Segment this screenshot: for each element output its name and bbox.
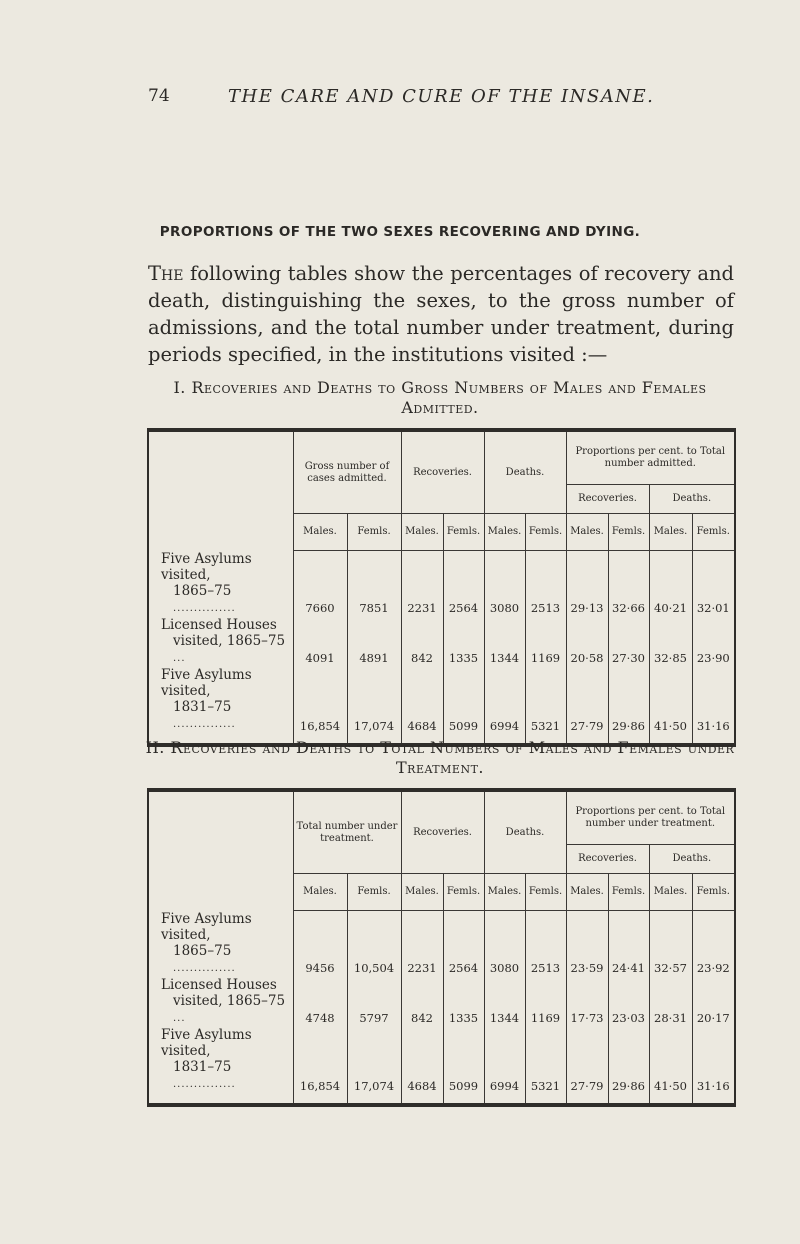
table1-col-label: Males. <box>293 514 347 551</box>
table-cell: 41·50 <box>649 1027 692 1105</box>
table-cell: 27·30 <box>608 617 649 667</box>
table1-caption: I. Recoveries and Deaths to Gross Numbers of Males and Females Admitted. <box>173 378 707 417</box>
table2-col-label: Males. <box>649 874 692 911</box>
table-cell: 17·73 <box>566 977 608 1027</box>
table-cell: 1344 <box>484 977 525 1027</box>
intro-paragraph <box>148 260 734 368</box>
table-cell: 5321 <box>525 1027 566 1105</box>
table-cell: 1335 <box>443 977 484 1027</box>
table2-col-label: Femls. <box>608 874 649 911</box>
table2-caption: II. Recoveries and Deaths to Total Numbers of Males and Females under Treatment. <box>145 738 735 777</box>
table-cell: 2513 <box>525 551 566 617</box>
table1-col-label: Males. <box>649 514 692 551</box>
table-cell: 9456 <box>293 911 347 977</box>
table2-col-label: Males. <box>293 874 347 911</box>
table-cell: 20·58 <box>566 617 608 667</box>
table1-header-prop-recoveries: Recoveries. <box>566 485 649 514</box>
table1-header-deaths: Deaths. <box>484 430 566 514</box>
table1 <box>147 428 736 747</box>
table2-col-label: Femls. <box>525 874 566 911</box>
table-cell: 1344 <box>484 617 525 667</box>
row-label: Licensed Houses visited, 1865–75 ... <box>161 976 286 1024</box>
table-cell: 2513 <box>525 911 566 977</box>
table-cell: 5797 <box>347 977 401 1027</box>
table-cell: 17,074 <box>347 667 401 745</box>
table-cell: 3080 <box>484 551 525 617</box>
table1-header-recoveries: Recoveries. <box>401 430 484 514</box>
table1-col-label: Males. <box>484 514 525 551</box>
table-cell: 5099 <box>443 1027 484 1105</box>
table-cell: 2564 <box>443 551 484 617</box>
table-cell: 29·86 <box>608 1027 649 1105</box>
table2-col-label: Femls. <box>692 874 735 911</box>
table-cell: 5321 <box>525 667 566 745</box>
table-cell: 4684 <box>401 667 443 745</box>
table2-col-label: Femls. <box>443 874 484 911</box>
table1-header-proportions: Proportions per cent. to Total number admitted. <box>566 430 735 485</box>
table2-header-recoveries: Recoveries. <box>401 790 484 874</box>
table2-col-label: Femls. <box>347 874 401 911</box>
table2-stub-header <box>148 790 293 911</box>
table2-header-deaths: Deaths. <box>484 790 566 874</box>
table-cell: 31·16 <box>692 667 735 745</box>
table-cell: 4684 <box>401 1027 443 1105</box>
table-cell: 4891 <box>347 617 401 667</box>
table-cell: 20·17 <box>692 977 735 1027</box>
table1-col-label: Femls. <box>347 514 401 551</box>
table-row <box>148 911 735 977</box>
table-cell: 41·50 <box>649 667 692 745</box>
table-cell: 842 <box>401 977 443 1027</box>
running-head <box>148 86 708 110</box>
row-label: Five Asylums visited, 1831–75 ............... <box>161 1026 252 1090</box>
table-cell: 28·31 <box>649 977 692 1027</box>
table2-col-label: Males. <box>401 874 443 911</box>
table-cell: 24·41 <box>608 911 649 977</box>
row-label: Five Asylums visited, 1831–75 ............... <box>161 666 252 730</box>
table2 <box>147 788 736 1107</box>
running-title: THE CARE AND CURE OF THE INSANE. <box>228 86 655 107</box>
table-row <box>148 1027 735 1105</box>
table1-col-label: Femls. <box>608 514 649 551</box>
table-cell: 23·59 <box>566 911 608 977</box>
table-cell: 5099 <box>443 667 484 745</box>
row-label: Licensed Houses visited, 1865–75 ... <box>161 616 286 664</box>
table-row <box>148 551 735 617</box>
table-cell: 1335 <box>443 617 484 667</box>
table1-col-label: Males. <box>566 514 608 551</box>
table-cell: 29·86 <box>608 667 649 745</box>
table-cell: 4748 <box>293 977 347 1027</box>
table-cell: 32·66 <box>608 551 649 617</box>
table-cell: 27·79 <box>566 667 608 745</box>
table-cell: 2564 <box>443 911 484 977</box>
table-cell: 16,854 <box>293 1027 347 1105</box>
section-heading: PROPORTIONS OF THE TWO SEXES RECOVERING AND DYING. <box>159 224 641 240</box>
table2-col-label: Males. <box>566 874 608 911</box>
table-cell: 40·21 <box>649 551 692 617</box>
table-cell: 10,504 <box>347 911 401 977</box>
table-cell: 1169 <box>525 977 566 1027</box>
table2-header-prop-deaths: Deaths. <box>649 845 735 874</box>
table1-stub-header <box>148 430 293 551</box>
table-cell: 2231 <box>401 911 443 977</box>
table-cell: 23·90 <box>692 617 735 667</box>
table-cell: 2231 <box>401 551 443 617</box>
table-row <box>148 667 735 745</box>
table-cell: 23·03 <box>608 977 649 1027</box>
table1-col-label: Males. <box>401 514 443 551</box>
table1-header-count: Gross number of cases admitted. <box>293 430 401 514</box>
table1-col-label: Femls. <box>525 514 566 551</box>
page-number: 74 <box>148 86 170 106</box>
table-cell: 29·13 <box>566 551 608 617</box>
table2-col-label: Males. <box>484 874 525 911</box>
table-row <box>148 977 735 1027</box>
table-cell: 1169 <box>525 617 566 667</box>
intro-first-word: The <box>148 262 184 285</box>
table-cell: 4091 <box>293 617 347 667</box>
intro-text: following tables show the percentages of recovery and death, distinguishing the sexes, to the gross number of admissions, and the total number under treatment, during periods specified, in the institutions visited :— <box>148 262 734 366</box>
table-cell: 27·79 <box>566 1027 608 1105</box>
table-cell: 6994 <box>484 667 525 745</box>
table-row <box>148 617 735 667</box>
table-cell: 16,854 <box>293 667 347 745</box>
table2-header-count: Total number under treatment. <box>293 790 401 874</box>
table-cell: 32·01 <box>692 551 735 617</box>
table-cell: 32·57 <box>649 911 692 977</box>
table-cell: 32·85 <box>649 617 692 667</box>
table-cell: 17,074 <box>347 1027 401 1105</box>
table-cell: 7660 <box>293 551 347 617</box>
table1-col-label: Femls. <box>443 514 484 551</box>
table-cell: 842 <box>401 617 443 667</box>
table2-header-prop-recoveries: Recoveries. <box>566 845 649 874</box>
row-label: Five Asylums visited, 1865–75 ............... <box>161 550 252 614</box>
table-cell: 3080 <box>484 911 525 977</box>
table-cell: 7851 <box>347 551 401 617</box>
table1-col-label: Femls. <box>692 514 735 551</box>
table-cell: 6994 <box>484 1027 525 1105</box>
table2-header-proportions: Proportions per cent. to Total number under treatment. <box>566 790 735 845</box>
row-label: Five Asylums visited, 1865–75 ............... <box>161 910 252 974</box>
table-cell: 31·16 <box>692 1027 735 1105</box>
table1-header-prop-deaths: Deaths. <box>649 485 735 514</box>
table-cell: 23·92 <box>692 911 735 977</box>
